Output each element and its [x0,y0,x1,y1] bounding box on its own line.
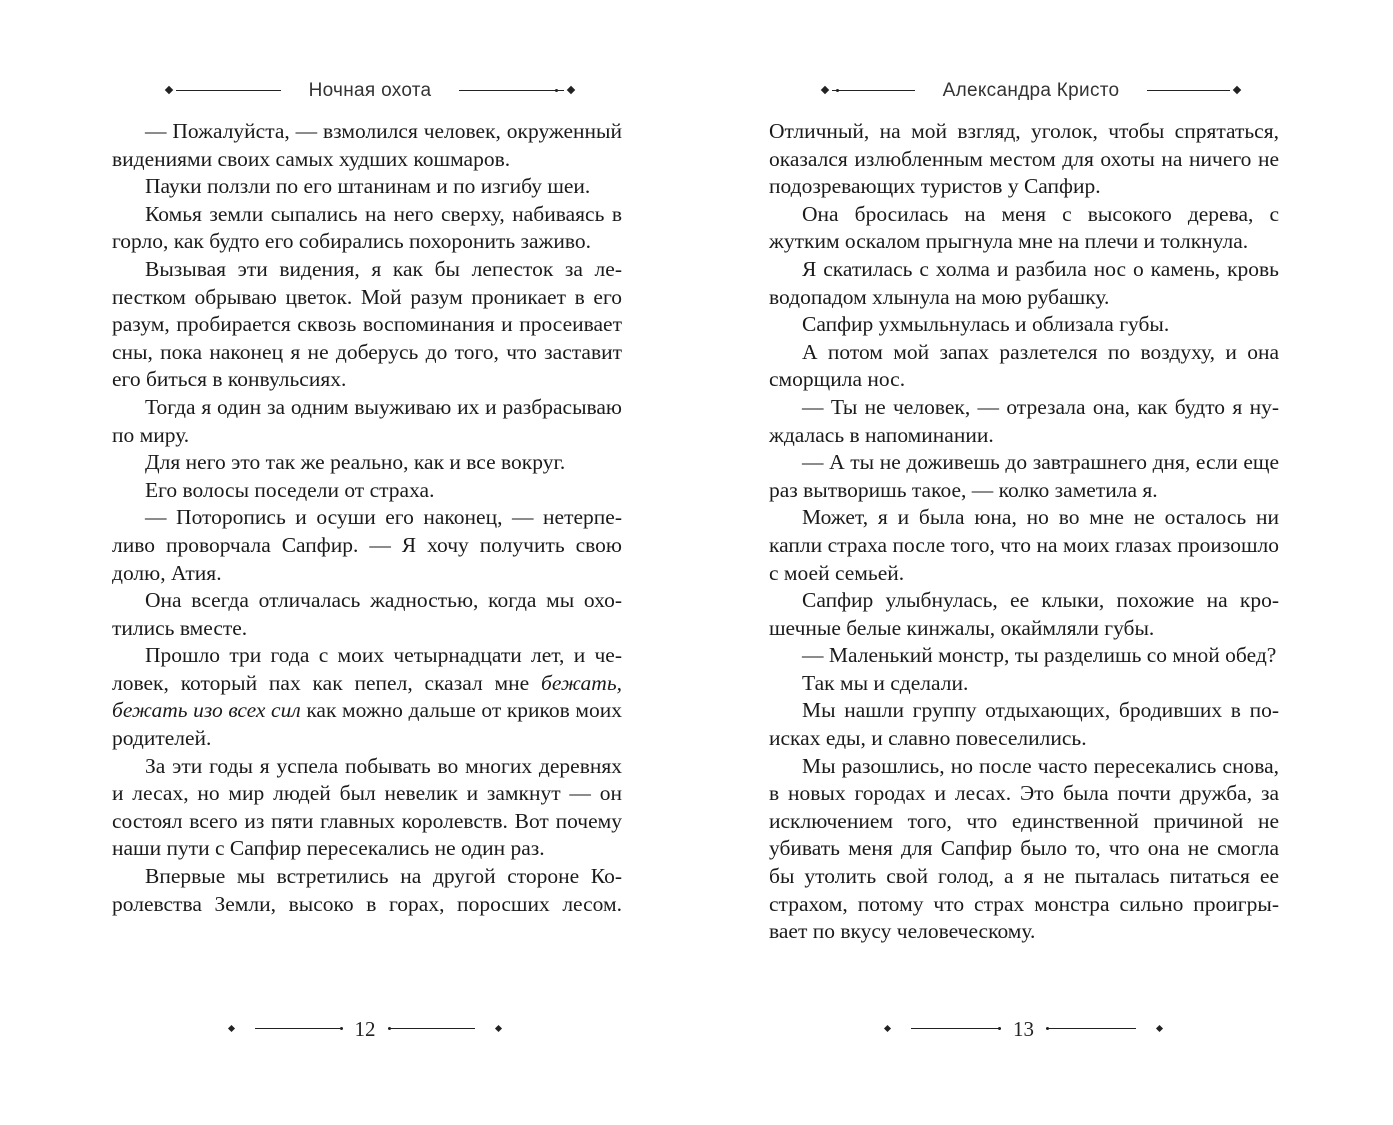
paragraph: Мы разошлись, но после часто пересекались снова, в новых городах и лесах. Это была почти дружба, за исключением того, что единственной причиной не убивать меня для Сапфир было то, что она не смогла бы утолить свой голод, а я не пыталась питаться ее страхом, потому что страх монстра сильно проигрывает по вкусу человеческому. [769,753,1279,944]
paragraph: Я скатилась с холма и разбила нос о камень, кровь водопадом хлынула на мою рубашку. [769,256,1279,309]
running-head-left [160,76,580,106]
paragraph: Вызывая эти видения, я как бы лепесток за лепестком обрываю цветок. Мой разум проникает в его разум, пробирается сквозь воспоминания и просеивает сны, пока наконец я не доберусь до того, что заставит его биться в конвульсиях. [112,256,622,392]
paragraph: — Поторопись и осуши его наконец, — нетерпеливо проворчала Сапфир. — Я хочу получить свою долю, Атия. [112,505,622,585]
paragraph: За эти годы я успела побывать во многих деревнях и лесах, но мир людей был невелик и замкнут — он состоял всего из пяти главных королевств. Вот почему наши пути с Сапфир пересекались не один раз. [112,753,622,861]
folio-ornament-left [881,1022,1003,1036]
folio-left [225,1016,505,1042]
running-head-title: Ночная охота [308,80,432,101]
paragraph: — Пожалуйста, — взмолился человек, окруженный видениями своих самых худших кошмаров. [112,119,622,171]
running-head-right [816,76,1246,106]
paragraph: Впервые мы встретились на другой стороне Королевства Земли, высоко в горах, поросших лесом. [112,864,622,916]
folio-ornament-right [1044,1022,1166,1036]
paragraph: Его волосы поседели от страха. [145,477,435,502]
paragraph: Она бросилась на меня с высокого дерева, с жутким оскалом прыгнула мне на плечи и толкнула. [769,201,1279,254]
paragraph: Так мы и сделали. [802,670,969,695]
page-number: 13 [1013,1016,1034,1041]
folio-ornament-right [386,1022,506,1036]
paragraph: — Ты не человек, — отрезала она, как будто я нуждалась в напоминании. [769,394,1279,447]
paragraph: — Маленький монстр, ты разделишь со мной обед? [802,643,1277,668]
right-page-body [769,118,1279,946]
paragraph-with-italic [112,642,622,752]
paragraph: Пауки ползли по его штанинам и по изгибу шеи. [145,174,591,199]
folio-ornament-left [225,1022,345,1036]
header-ornament-left [816,84,917,98]
italic-phrase: бежать, бежать изо всех сил [112,670,622,723]
paragraph: Мы нашли группу отдыхающих, бродивших в поисках еды, и славно повеселились. [769,698,1279,751]
paragraph: Она всегда отличалась жадностью, когда мы охотились вместе. [112,588,622,640]
folio-right [881,1016,1166,1042]
paragraph-continued: Отличный, на мой взгляд, уголок, чтобы спрятаться, оказался излюбленным местом для охоты на ничего не подозревающих туристов у Сапфир. [769,119,1279,199]
paragraph-text: как можно дальше от криков моих родителей. [112,698,622,751]
paragraph: Может, я и была юна, но во мне не осталось ни капли страха после того, что на моих глазах произошло с моей семьей. [769,505,1279,585]
paragraph: — А ты не доживешь до завтрашнего дня, если еще раз вытворишь такое, — колко заметила я. [769,450,1279,502]
header-ornament-right [1145,84,1246,98]
header-ornament-right [457,84,580,98]
left-page [0,0,696,1125]
paragraph: Сапфир улыбнулась, ее клыки, похожие на крошечные белые кинжалы, окаймляли губы. [769,588,1279,640]
paragraph: Комья земли сыпались на него сверху, набиваясь в горло, как будто его собирались похоронить заживо. [112,201,622,254]
right-page [696,0,1393,1125]
paragraph: А потом мой запах разлетелся по воздуху, и она сморщила нос. [769,339,1279,392]
paragraph-text: Прошло три года с моих четырнадцати лет, и человек, который пах как пепел, сказал мне [112,643,622,695]
left-page-body [112,118,622,918]
header-ornament-left [160,84,283,98]
paragraph: Для него это так же реально, как и все вокруг. [145,450,566,475]
running-head-title: Александра Кристо [942,80,1120,101]
page-number: 12 [354,1016,376,1041]
paragraph: Тогда я один за одним выуживаю их и разбрасываю по миру. [112,394,622,447]
paragraph: Сапфир ухмыльнулась и облизала губы. [802,312,1170,337]
